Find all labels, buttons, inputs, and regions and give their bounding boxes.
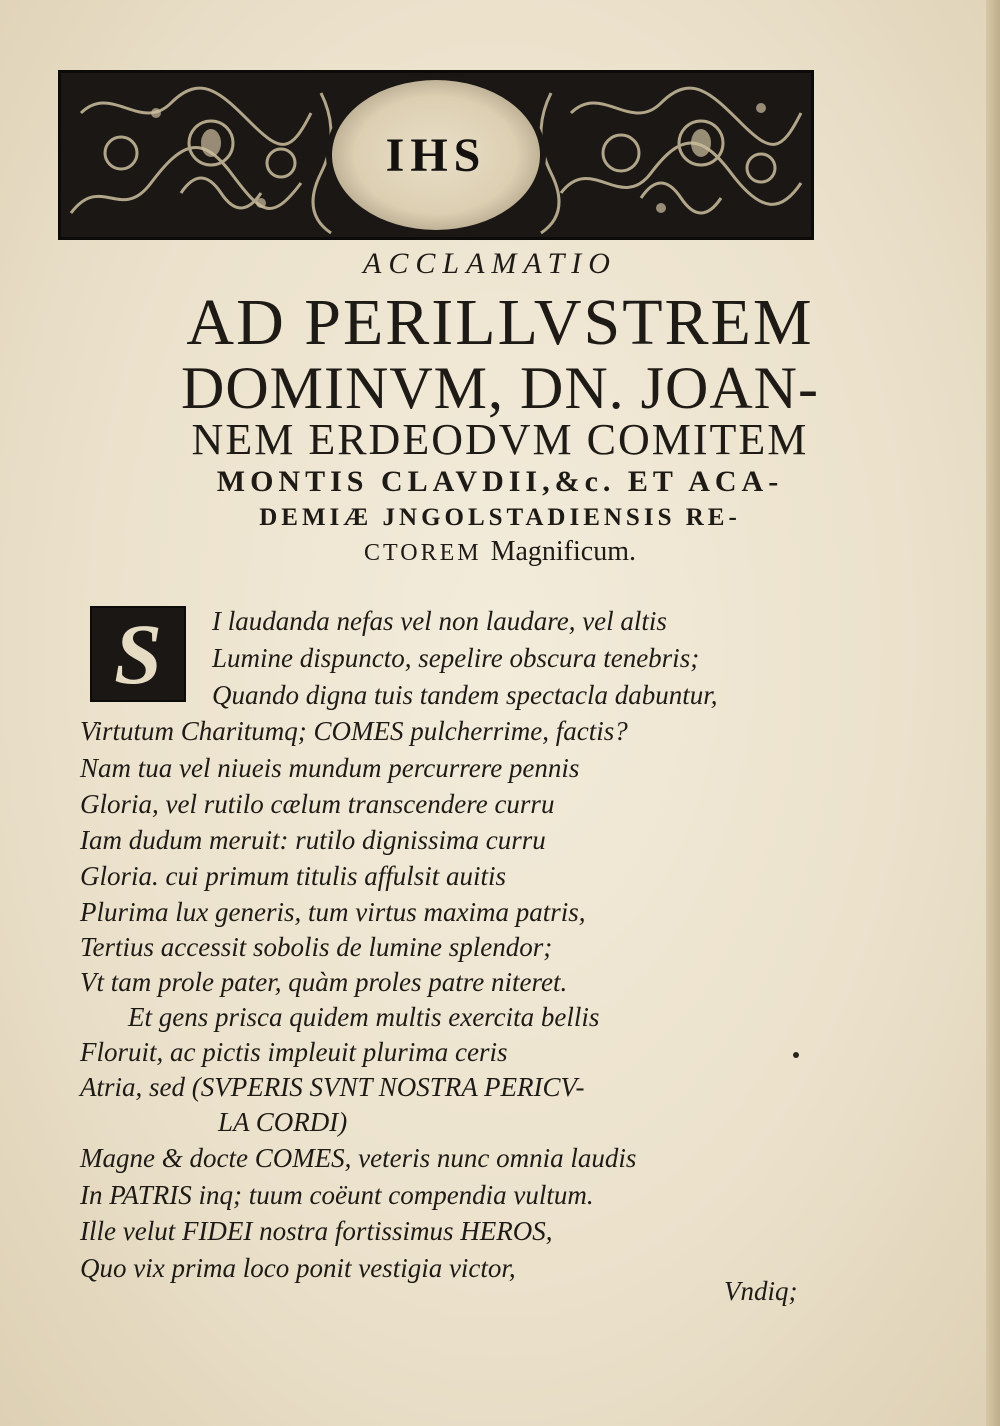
verse-line: Gloria. cui primum titulis affulsit auitis xyxy=(80,861,507,891)
verse-line: Gloria, vel rutilo cælum transcendere curru xyxy=(80,789,555,819)
verse-line: Magne & docte COMES, veteris nunc omnia laudis xyxy=(80,1143,637,1173)
verse-line: Iam dudum meruit: rutilo dignissima curru xyxy=(80,825,546,855)
title-line-3: NEM ERDEODVM COMITEM xyxy=(191,415,809,464)
verse-line: Atria, sed (SVPERIS SVNT NOSTRA PERICV- xyxy=(80,1072,585,1102)
verse-line: I laudanda nefas vel non laudare, vel altis xyxy=(212,606,667,636)
woodcut-headpiece xyxy=(58,70,814,240)
verse-line: Virtutum Charitumq; COMES pulcherrime, factis? xyxy=(80,716,628,746)
title-rectorem: CTOREM xyxy=(364,540,491,566)
verse-line: Plurima lux generis, tum virtus maxima patris, xyxy=(80,897,586,927)
verse-line: Quando digna tuis tandem spectacla dabuntur, xyxy=(212,680,718,710)
verse-line: Vt tam prole pater, quàm proles patre niteret. xyxy=(80,967,568,997)
decorated-initial xyxy=(90,606,186,702)
ihs-monogram: IHS xyxy=(385,128,487,182)
title-line-4: MONTIS CLAVDII,&c. ET ACA- xyxy=(216,465,784,498)
verse-line: Lumine dispuncto, sepelire obscura tenebris; xyxy=(212,643,700,673)
initial-letter: S xyxy=(114,606,162,702)
title-line-6 xyxy=(0,538,1000,567)
verse-line: Tertius accessit sobolis de lumine splendor; xyxy=(80,932,553,962)
verse-line: Floruit, ac pictis impleuit plurima ceris xyxy=(80,1037,508,1067)
title-line-2: DOMINVM, DN. JOAN- xyxy=(181,355,819,421)
title-line-5: DEMIÆ JNGOLSTADIENSIS RE- xyxy=(259,504,741,531)
ihs-medallion xyxy=(61,73,811,237)
verse-line: Nam tua vel niueis mundum percurrere pennis xyxy=(80,753,580,783)
catchword: Vndiq; xyxy=(724,1276,798,1306)
ink-speck xyxy=(793,1052,799,1058)
verse-line: In PATRIS inq; tuum coëunt compendia vultum. xyxy=(80,1180,594,1210)
verse-line: Et gens prisca quidem multis exercita bellis xyxy=(128,1002,600,1032)
verse-line: Ille velut FIDEI nostra fortissimus HEROS, xyxy=(80,1216,553,1246)
title-magnificum: Magnificum. xyxy=(490,536,636,567)
page-edge xyxy=(986,0,1000,1426)
title-acclamatio: ACCLAMATIO xyxy=(363,247,617,280)
verse-line: Quo vix prima loco ponit vestigia victor, xyxy=(80,1253,516,1283)
sunburst-icon xyxy=(326,74,546,236)
verse-line: LA CORDI) xyxy=(218,1107,348,1137)
title-line-1: AD PERILLVSTREM xyxy=(186,286,814,359)
